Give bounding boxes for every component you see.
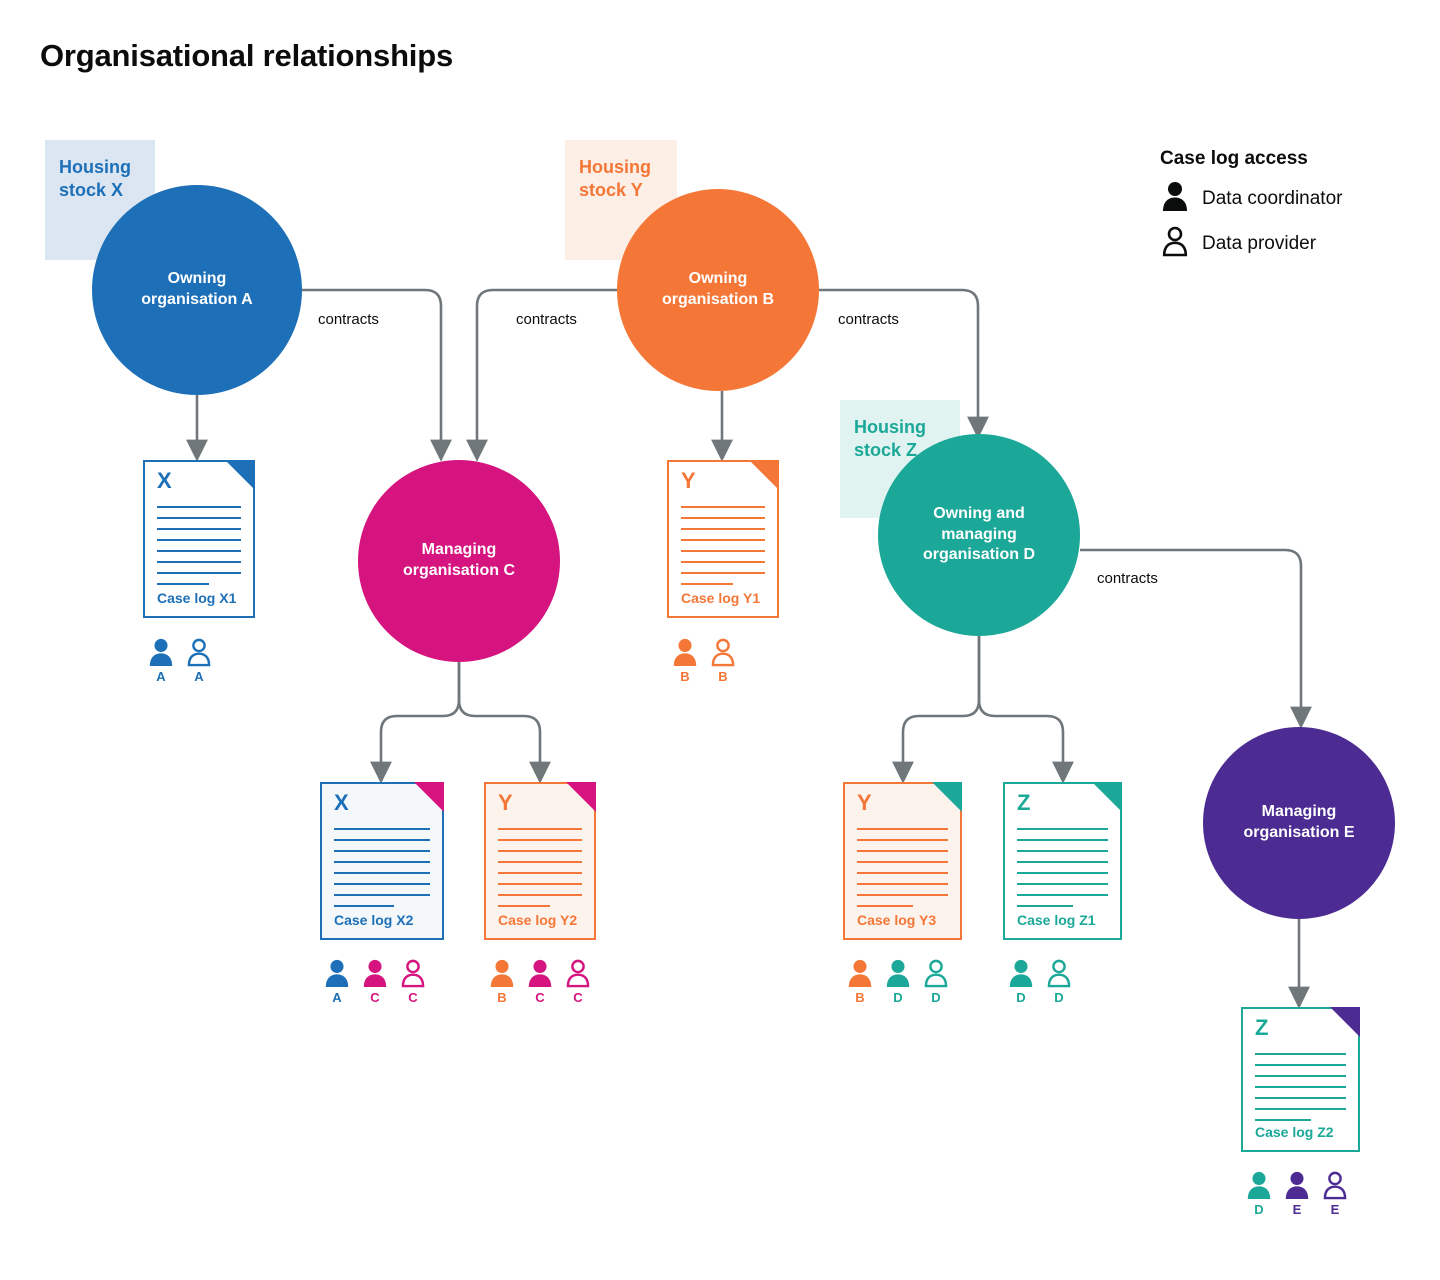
org-node-b[interactable]: [617, 189, 819, 391]
access-person-x1-2: [184, 637, 214, 684]
legend-label-data-provider: Data provider: [1202, 232, 1317, 254]
page-title: Organisational relationships: [40, 38, 453, 73]
doc-letter-y1: Y: [681, 468, 696, 493]
doc-letter-x2: X: [334, 790, 349, 815]
housing-stock-x-line1: Housing: [59, 157, 131, 177]
access-person-label: D: [1016, 990, 1026, 1005]
person-outline-icon: [184, 637, 214, 667]
access-person-label: B: [680, 669, 690, 684]
edge-label-b-d: contracts: [838, 311, 899, 328]
access-person-label: B: [718, 669, 728, 684]
case-log-y3[interactable]: [843, 782, 962, 940]
org-a-line2: organisation A: [141, 291, 253, 308]
case-log-access-x1: [146, 637, 214, 684]
doc-letter-y2: Y: [498, 790, 513, 815]
doc-caption-x2: Case log X2: [334, 912, 414, 928]
access-person-y3-1: [845, 958, 875, 1005]
access-person-x1-1: [146, 637, 176, 684]
case-log-x2[interactable]: [320, 782, 444, 940]
access-person-y3-2: [883, 958, 913, 1005]
access-person-label: C: [370, 990, 380, 1005]
case-log-y1[interactable]: [667, 460, 779, 618]
access-person-label: A: [332, 990, 342, 1005]
access-person-label: C: [535, 990, 545, 1005]
doc-text-lines: [857, 828, 948, 916]
doc-text-lines: [334, 828, 430, 916]
access-person-y3-3: [921, 958, 951, 1005]
doc-text-lines: [681, 506, 765, 594]
org-d-line3: organisation D: [922, 546, 1035, 564]
person-filled-icon: [146, 637, 176, 667]
access-person-z2-3: [1320, 1170, 1350, 1217]
doc-text-lines: [1255, 1053, 1346, 1130]
access-person-label: B: [855, 990, 865, 1005]
org-b-line1: Owning: [688, 270, 748, 288]
doc-fold-corner-icon: [1330, 1007, 1360, 1037]
access-person-y1-1: [670, 637, 700, 684]
access-person-y2-1: [487, 958, 517, 1005]
person-filled-icon: [1244, 1170, 1274, 1200]
access-person-label: A: [156, 669, 166, 684]
org-e-line1: Managing: [1261, 803, 1337, 821]
doc-caption-y2: Case log Y2: [498, 912, 578, 928]
housing-stock-z-line2: stock Z: [854, 439, 918, 460]
person-filled-icon: [883, 958, 913, 988]
access-person-z1-2: [1044, 958, 1074, 1005]
access-person-x2-3: [398, 958, 428, 1005]
doc-fold-corner-icon: [566, 782, 596, 812]
case-log-access-y1: [670, 637, 738, 684]
org-e-line2: organisation E: [1243, 824, 1355, 841]
legend-item-data-coordinator: [1160, 180, 1420, 217]
doc-letter-z2: Z: [1255, 1015, 1269, 1040]
edge-label-b-c: contracts: [516, 311, 577, 328]
doc-caption-y1: Case log Y1: [681, 590, 761, 606]
doc-letter-y3: Y: [857, 790, 872, 815]
legend-title: Case log access: [1160, 148, 1308, 169]
org-node-c[interactable]: [358, 460, 560, 662]
doc-fold-corner-icon: [1092, 782, 1122, 812]
org-c-line1: Managing: [421, 541, 497, 559]
doc-fold-corner-icon: [749, 460, 779, 490]
doc-text-lines: [1017, 828, 1108, 916]
access-person-label: C: [573, 990, 583, 1005]
access-person-label: B: [497, 990, 507, 1005]
access-person-x2-2: [360, 958, 390, 1005]
access-person-z1-1: [1006, 958, 1036, 1005]
person-outline-icon: [1160, 225, 1190, 262]
housing-stock-y-line2: stock Y: [579, 179, 643, 200]
case-log-access-x2: [322, 958, 428, 1005]
access-person-label: D: [1054, 990, 1064, 1005]
person-outline-icon: [563, 958, 593, 988]
doc-caption-y3: Case log Y3: [857, 912, 937, 928]
legend: [1160, 148, 1420, 270]
access-person-label: D: [1254, 1202, 1264, 1217]
person-filled-icon: [487, 958, 517, 988]
case-log-access-y2: [487, 958, 593, 1005]
person-outline-icon: [398, 958, 428, 988]
access-person-label: D: [893, 990, 903, 1005]
person-outline-icon: [708, 637, 738, 667]
access-person-label: C: [408, 990, 418, 1005]
person-filled-icon: [1282, 1170, 1312, 1200]
person-filled-icon: [525, 958, 555, 988]
access-person-y2-3: [563, 958, 593, 1005]
doc-caption-x1: Case log X1: [157, 590, 237, 606]
doc-fold-corner-icon: [932, 782, 962, 812]
access-person-label: E: [1330, 1202, 1340, 1217]
case-log-z2[interactable]: [1241, 1007, 1360, 1152]
doc-fold-corner-icon: [225, 460, 255, 490]
case-log-y2[interactable]: [484, 782, 596, 940]
person-filled-icon: [1006, 958, 1036, 988]
case-log-access-y3: [845, 958, 951, 1005]
org-a-line1: Owning: [167, 270, 227, 288]
person-outline-icon: [1320, 1170, 1350, 1200]
person-outline-icon: [1044, 958, 1074, 988]
case-log-access-z2: [1244, 1170, 1350, 1217]
org-node-e[interactable]: [1203, 727, 1395, 919]
doc-fold-corner-icon: [414, 782, 444, 812]
access-person-label: E: [1292, 1202, 1302, 1217]
legend-label-data-coordinator: Data coordinator: [1202, 187, 1343, 209]
person-filled-icon: [1160, 180, 1190, 217]
person-filled-icon: [845, 958, 875, 988]
doc-letter-z1: Z: [1017, 790, 1031, 815]
access-person-x2-1: [322, 958, 352, 1005]
case-log-x1[interactable]: [143, 460, 255, 618]
org-c-line2: organisation C: [402, 562, 515, 579]
access-person-label: D: [931, 990, 941, 1005]
case-log-access-z1: [1006, 958, 1074, 1005]
doc-letter-x1: X: [157, 468, 172, 493]
case-log-z1[interactable]: [1003, 782, 1122, 940]
doc-caption-z1: Case log Z1: [1017, 912, 1096, 928]
doc-caption-z2: Case log Z2: [1255, 1124, 1334, 1140]
person-outline-icon: [921, 958, 951, 988]
access-person-z2-1: [1244, 1170, 1274, 1217]
org-node-d[interactable]: [878, 434, 1080, 636]
person-filled-icon: [360, 958, 390, 988]
org-node-a[interactable]: [92, 185, 302, 395]
access-person-z2-2: [1282, 1170, 1312, 1217]
edge-label-d-e: contracts: [1097, 570, 1158, 587]
person-filled-icon: [322, 958, 352, 988]
org-d-line2: managing: [941, 525, 1017, 543]
housing-stock-z-line1: Housing: [854, 417, 926, 437]
doc-text-lines: [157, 506, 241, 594]
housing-stock-y-line1: Housing: [579, 157, 651, 177]
org-b-line2: organisation B: [661, 291, 774, 308]
doc-text-lines: [498, 828, 582, 916]
org-d-line1: Owning and: [933, 504, 1025, 522]
legend-item-data-provider: [1160, 225, 1420, 262]
access-person-y1-2: [708, 637, 738, 684]
edge-label-a-c: contracts: [318, 311, 379, 328]
housing-stock-x-line2: stock X: [59, 179, 124, 200]
person-filled-icon: [670, 637, 700, 667]
access-person-y2-2: [525, 958, 555, 1005]
access-person-label: A: [194, 669, 204, 684]
